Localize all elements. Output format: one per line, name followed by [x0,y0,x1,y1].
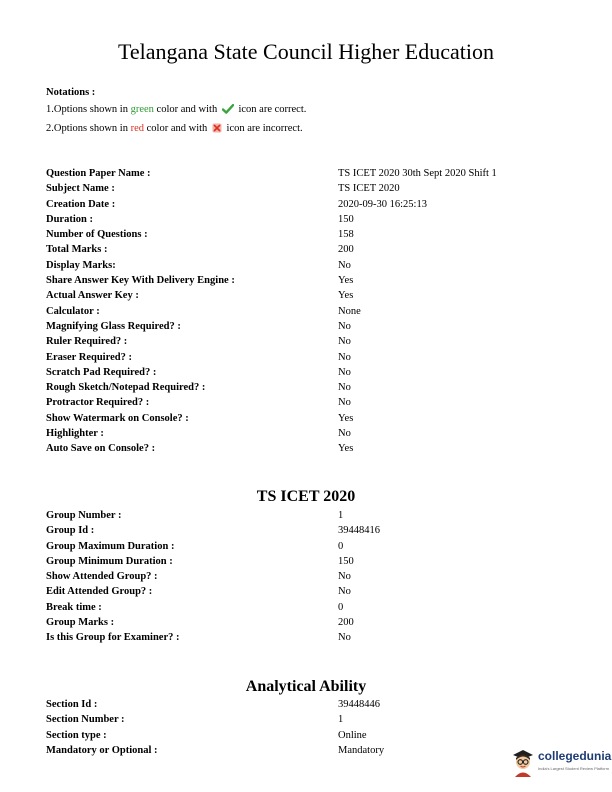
field-value: TS ICET 2020 30th Sept 2020 Shift 1 [338,168,497,179]
paper-info-row [46,288,566,303]
field-label: Duration : [46,213,93,225]
field-value: No [338,632,351,644]
notation-text: 2.Options shown in [46,123,128,134]
field-value: No [338,351,351,363]
field-value: None [338,305,361,317]
field-value: No [338,586,351,598]
field-label: Display Marks: [46,259,116,271]
section-title: Analytical Ability [245,678,367,695]
paper-info-row [46,227,566,242]
paper-info-row [46,242,566,257]
notation-line-correct [46,101,306,120]
field-label: Mandatory or Optional : [46,744,158,756]
field-value: No [338,259,351,271]
group-info-row [46,584,566,599]
field-value: No [338,320,351,332]
group-info-row [46,539,566,554]
field-label: Rough Sketch/Notepad Required? : [46,382,206,394]
field-label: Scratch Pad Required? : [46,366,157,378]
group-info-row [46,630,566,645]
section-info-row [46,728,566,743]
field-label: Section Id : [46,699,98,710]
paper-info-row [46,304,566,319]
paper-info-row [46,212,566,227]
cross-icon [212,122,222,139]
field-value: 150 [338,555,354,567]
field-label: Share Answer Key With Delivery Engine : [46,275,235,287]
group-info-row [46,508,566,523]
notations-heading: Notations : [46,87,96,98]
paper-info-row [46,441,566,456]
field-value: 158 [338,229,354,241]
field-value: 200 [338,244,354,256]
field-label: Group Id : [46,525,95,537]
section-info-row [46,697,566,712]
field-label: Eraser Required? : [46,351,132,363]
paper-info-row [46,365,566,380]
paper-info-row [46,197,566,212]
field-label: Highlighter : [46,428,104,440]
paper-info-row [46,426,566,441]
field-label: Section Number : [46,714,125,726]
section-info-table [46,697,566,758]
check-icon [222,103,234,120]
field-label: Is this Group for Examiner? : [46,632,180,644]
field-label: Question Paper Name : [46,168,151,179]
field-value: 200 [338,617,354,629]
group-info-table [46,508,566,646]
field-label: Show Attended Group? : [46,571,158,583]
field-label: Protractor Required? : [46,397,150,409]
green-word: green [130,104,154,115]
field-label: Magnifying Glass Required? : [46,320,181,332]
section-info-row [46,743,566,758]
field-value: 0 [338,540,344,552]
field-value: No [338,382,351,394]
field-label: Group Maximum Duration : [46,540,175,552]
paper-info-table [46,166,566,457]
field-value: 1 [338,714,344,726]
field-value: 1 [338,510,344,521]
field-value: Yes [338,275,354,287]
group-info-row [46,569,566,584]
paper-info-row [46,334,566,349]
group-info-row [46,554,566,569]
field-label: Total Marks : [46,244,108,256]
field-label: Calculator : [46,305,100,317]
logo-tagline: India's Largest Student Review Platform [538,766,610,771]
field-value: Online [338,729,367,741]
notation-line-incorrect [46,120,306,139]
paper-info-row [46,181,566,196]
field-label: Group Marks : [46,617,115,629]
field-value: 39448446 [338,699,380,710]
mascot-icon [510,746,536,778]
field-value: No [338,571,351,583]
field-label: Actual Answer Key : [46,290,139,302]
paper-info-row [46,411,566,426]
notation-text: color and with [146,123,208,134]
paper-info-row [46,395,566,410]
field-value: Mandatory [338,744,385,756]
paper-info-row [46,166,566,181]
field-value: No [338,397,351,409]
field-label: Show Watermark on Console? : [46,412,189,424]
field-label: Creation Date : [46,198,116,210]
field-value: TS ICET 2020 [338,183,400,195]
notation-text: icon are correct. [238,104,307,115]
collegedunia-logo [510,746,612,782]
field-label: Break time : [46,601,102,613]
field-value: No [338,428,351,440]
field-label: Group Minimum Duration : [46,555,173,567]
field-value: Yes [338,290,354,302]
field-value: 0 [338,601,344,613]
field-label: Ruler Required? : [46,336,128,348]
notation-text: icon are incorrect. [226,123,303,134]
group-title: TS ICET 2020 [256,488,356,505]
group-info-row [46,523,566,538]
red-word: red [130,123,145,134]
paper-info-row [46,380,566,395]
paper-info-row [46,273,566,288]
paper-info-row [46,350,566,365]
field-value: Yes [338,412,354,424]
notations [46,84,306,139]
field-label: Section type : [46,729,107,741]
group-info-row [46,615,566,630]
notation-text: color and with [156,104,218,115]
notation-text: 1.Options shown in [46,104,128,115]
field-label: Auto Save on Console? : [46,443,156,455]
page-title: Telangana State Council Higher Education [117,39,494,64]
field-label: Number of Questions : [46,229,148,241]
group-info-row [46,600,566,615]
paper-info-row [46,319,566,334]
field-label: Group Number : [46,510,122,521]
field-label: Subject Name : [46,183,115,195]
field-value: 2020-09-30 16:25:13 [338,198,427,210]
field-value: 150 [338,213,354,225]
paper-info-row [46,258,566,273]
field-value: 39448416 [338,525,380,537]
logo-brand: collegedunia [538,749,612,763]
field-value: No [338,366,351,378]
section-info-row [46,712,566,727]
field-value: Yes [338,443,354,455]
field-value: No [338,336,351,348]
field-label: Edit Attended Group? : [46,586,153,598]
